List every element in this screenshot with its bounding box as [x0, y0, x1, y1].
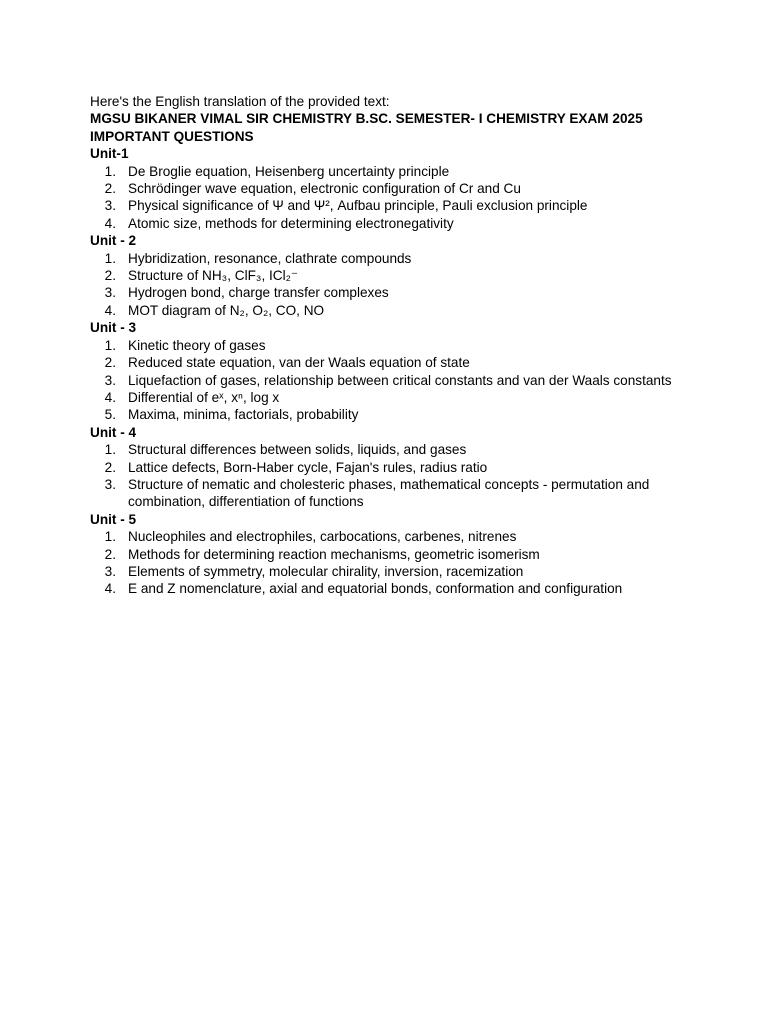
document-subtitle: IMPORTANT QUESTIONS [90, 128, 254, 144]
units-container [90, 145, 708, 598]
question-item [90, 337, 708, 354]
item-number: 1. [104, 337, 116, 353]
question-list [90, 528, 708, 598]
item-text: Reduced state equation, van der Waals equation of state [128, 355, 470, 371]
unit-section [90, 232, 708, 319]
question-item [90, 302, 708, 319]
item-text: Maxima, minima, factorials, probability [128, 407, 359, 423]
question-item [90, 580, 708, 597]
question-item [90, 354, 708, 371]
item-text: E and Z nomenclature, axial and equatorial bonds, conformation and configuration [128, 581, 623, 597]
item-text: Liquefaction of gases, relationship between critical constants and van der Waals constants [128, 372, 672, 388]
unit-section [90, 145, 708, 232]
question-item [90, 389, 708, 406]
item-number: 2. [104, 355, 116, 371]
item-number: 1. [104, 250, 116, 266]
unit-title: Unit - 3 [90, 320, 137, 336]
item-number: 1. [104, 163, 116, 179]
unit-section [90, 511, 708, 598]
question-item [90, 406, 708, 423]
item-text: Structure of nematic and cholesteric phases, mathematical concepts - permutation and combination, differentiation of functions [128, 476, 650, 510]
item-text: Physical significance of Ψ and Ψ², Aufbau principle, Pauli exclusion principle [128, 198, 588, 214]
unit-section [90, 319, 708, 423]
item-text: Methods for determining reaction mechanisms, geometric isomerism [128, 546, 540, 562]
document-title: MGSU BIKANER VIMAL SIR CHEMISTRY B.SC. SEMESTER- I CHEMISTRY EXAM 2025 [90, 111, 643, 127]
question-item [90, 197, 708, 214]
question-item [90, 459, 708, 476]
item-number: 3. [104, 372, 116, 388]
question-list [90, 163, 708, 233]
item-text: Schrödinger wave equation, electronic configuration of Cr and Cu [128, 181, 521, 197]
item-text: Nucleophiles and electrophiles, carbocations, carbenes, nitrenes [128, 529, 517, 545]
item-number: 2. [104, 546, 116, 562]
item-number: 3. [104, 476, 116, 492]
item-number: 4. [104, 302, 116, 318]
item-text: Structural differences between solids, liquids, and gases [128, 442, 467, 458]
item-text: De Broglie equation, Heisenberg uncertainty principle [128, 163, 450, 179]
item-text: Kinetic theory of gases [128, 337, 266, 353]
question-item [90, 284, 708, 301]
question-item [90, 476, 708, 511]
item-number: 2. [104, 268, 116, 284]
item-number: 4. [104, 389, 116, 405]
item-number: 3. [104, 198, 116, 214]
item-text: Structure of NH₃, ClF₃, ICl₂⁻ [128, 268, 299, 284]
question-item [90, 546, 708, 563]
item-text: MOT diagram of N₂, O₂, CO, NO [128, 302, 325, 318]
item-text: Hybridization, resonance, clathrate compounds [128, 250, 412, 266]
item-number: 2. [104, 459, 116, 475]
item-number: 2. [104, 181, 116, 197]
question-item [90, 563, 708, 580]
unit-title: Unit - 2 [90, 233, 137, 249]
question-item [90, 250, 708, 267]
unit-title: Unit - 5 [90, 511, 137, 527]
item-number: 5. [104, 407, 116, 423]
item-number: 3. [104, 563, 116, 579]
unit-section [90, 424, 708, 511]
item-number: 4. [104, 215, 116, 231]
item-text: Atomic size, methods for determining electronegativity [128, 215, 454, 231]
item-text: Elements of symmetry, molecular chirality, inversion, racemization [128, 563, 524, 579]
question-list [90, 250, 708, 320]
question-list [90, 441, 708, 511]
question-item [90, 163, 708, 180]
question-item [90, 528, 708, 545]
item-text: Differential of eˣ, xⁿ, log x [128, 389, 280, 405]
item-number: 1. [104, 529, 116, 545]
intro-text: Here's the English translation of the provided text: [90, 94, 390, 109]
question-item [90, 441, 708, 458]
item-text: Lattice defects, Born-Haber cycle, Fajan's rules, radius ratio [128, 459, 488, 475]
item-number: 1. [104, 442, 116, 458]
question-item [90, 267, 708, 284]
unit-title: Unit - 4 [90, 424, 137, 440]
item-number: 4. [104, 581, 116, 597]
question-item [90, 180, 708, 197]
item-number: 3. [104, 285, 116, 301]
question-item [90, 215, 708, 232]
question-item [90, 372, 708, 389]
question-list [90, 337, 708, 424]
item-text: Hydrogen bond, charge transfer complexes [128, 285, 389, 301]
unit-title: Unit-1 [90, 146, 129, 162]
